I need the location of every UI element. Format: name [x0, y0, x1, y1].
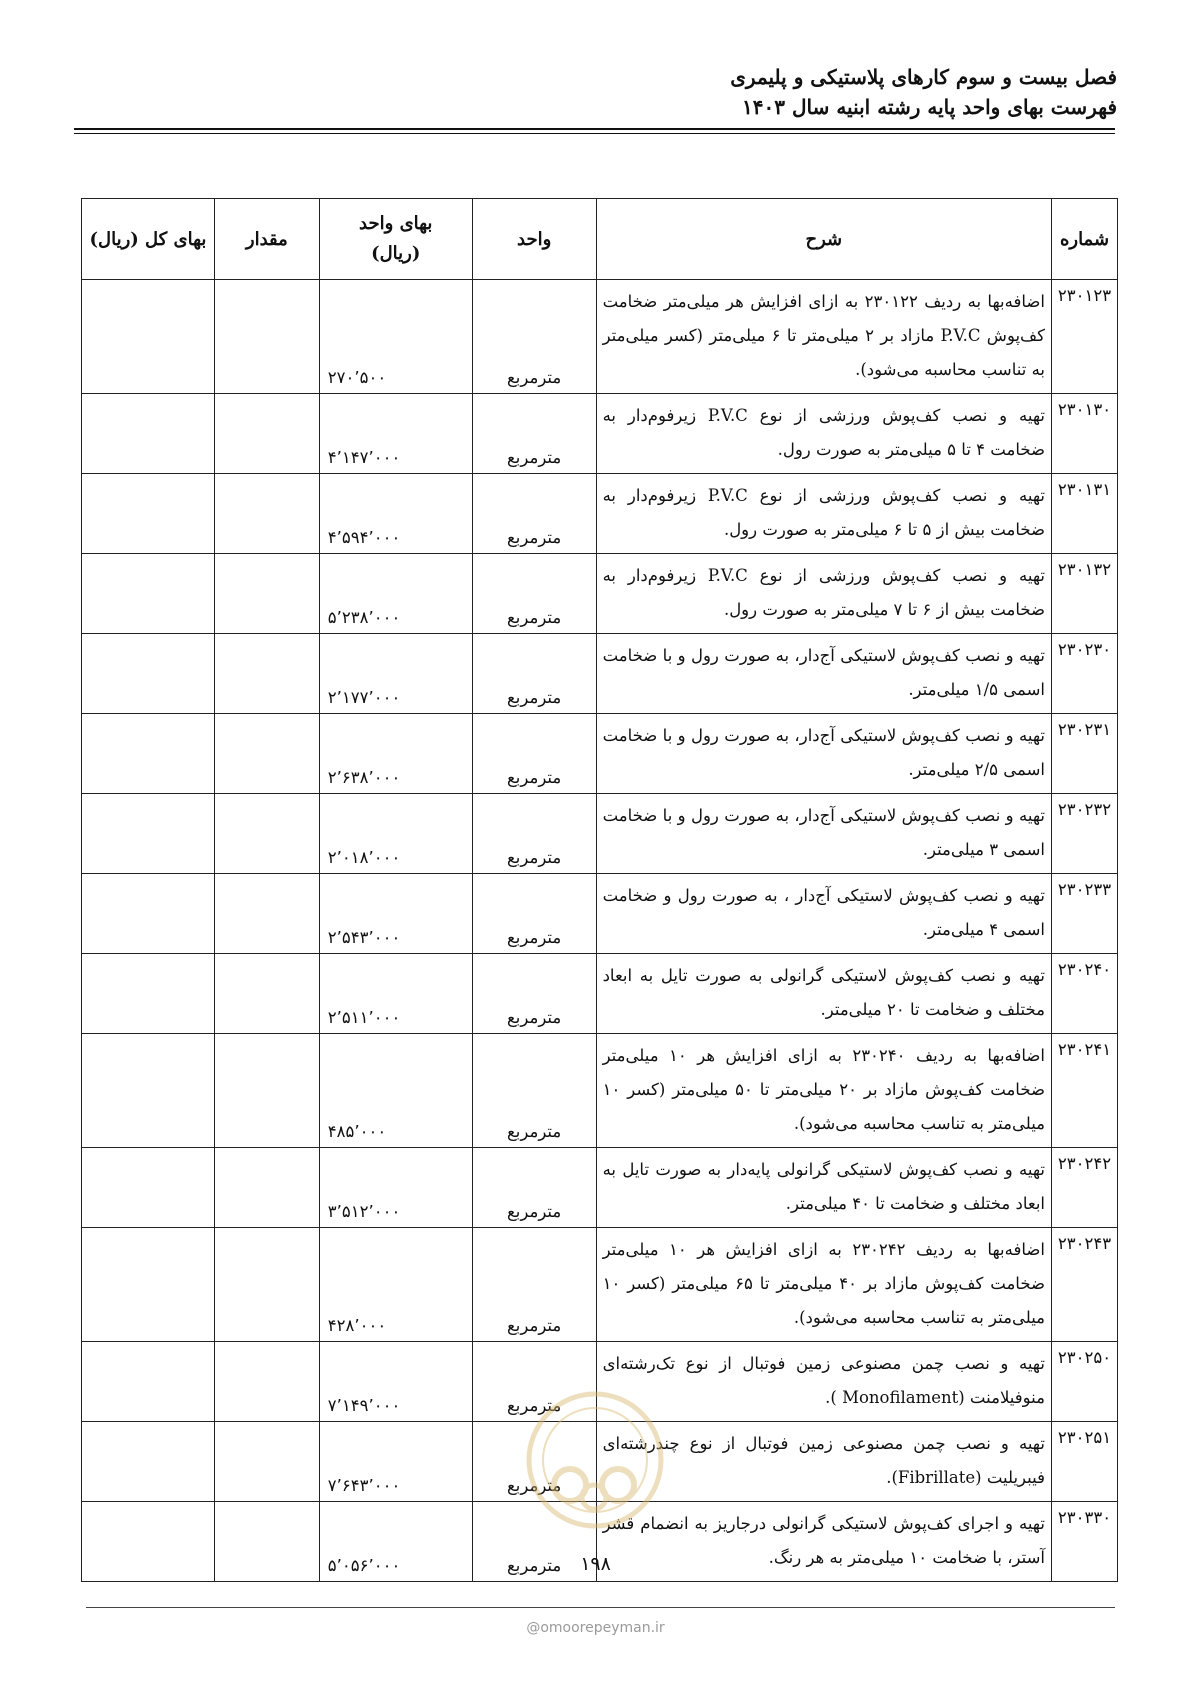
table-row [82, 794, 1118, 874]
row-unit-price: ۴٬۵۹۴٬۰۰۰ [319, 474, 472, 554]
row-quantity [214, 1148, 319, 1228]
row-unit-price: ۵٬۲۳۸٬۰۰۰ [319, 554, 472, 634]
table-row [82, 1034, 1118, 1148]
table-row [82, 714, 1118, 794]
row-number: ۲۳۰۱۳۱ [1052, 474, 1118, 554]
row-unit-price: ۳٬۵۱۲٬۰۰۰ [319, 1148, 472, 1228]
row-number: ۲۳۰۲۴۳ [1052, 1228, 1118, 1342]
row-description: تهیه و نصب کف‌پوش ورزشی از نوع P.V.C زیرفوم‌دار به ضخامت بیش از ۵ تا ۶ میلی‌متر به صورت رول. [596, 474, 1051, 554]
row-quantity [214, 714, 319, 794]
row-number: ۲۳۰۲۳۳ [1052, 874, 1118, 954]
table-row [82, 394, 1118, 474]
row-total-price [82, 954, 215, 1034]
col-header-quantity: مقدار [214, 199, 319, 280]
row-quantity [214, 280, 319, 394]
row-unit: مترمربع [472, 634, 596, 714]
row-description: اضافه‌بها به ردیف ۲۳۰۲۴۲ به ازای افزایش هر ۱۰ میلی‌متر ضخامت کف‌پوش مازاد بر ۴۰ میلی‌متر تا ۶۵ میلی‌متر (کسر ۱۰ میلی‌متر به تناسب محاسبه می‌شود). [596, 1228, 1051, 1342]
col-header-unit-price: بهای واحد (ریال) [319, 199, 472, 280]
row-quantity [214, 1422, 319, 1502]
row-unit: مترمربع [472, 954, 596, 1034]
row-number: ۲۳۰۲۳۱ [1052, 714, 1118, 794]
col-header-number: شماره [1052, 199, 1118, 280]
row-quantity [214, 474, 319, 554]
row-description: تهیه و نصب کف‌پوش لاستیکی گرانولی پایه‌دار به صورت تایل به ابعاد مختلف و ضخامت تا ۴۰ میلی‌متر. [596, 1148, 1051, 1228]
row-description: تهیه و نصب چمن مصنوعی زمین فوتبال از نوع تک‌رشته‌ای منوفیلامنت (Monofilament ). [596, 1342, 1051, 1422]
table-row [82, 1148, 1118, 1228]
row-unit: مترمربع [472, 1034, 596, 1148]
row-unit: مترمربع [472, 1422, 596, 1502]
row-quantity [214, 1034, 319, 1148]
row-description: تهیه و اجرای کف‌پوش لاستیکی گرانولی درجاریز به انضمام قشر آستر، با ضخامت ۱۰ میلی‌متر به هر رنگ. [596, 1502, 1051, 1582]
header-rule-thick [74, 128, 1115, 130]
row-quantity [214, 1342, 319, 1422]
price-table [81, 198, 1118, 1582]
row-quantity [214, 634, 319, 714]
row-unit: مترمربع [472, 794, 596, 874]
row-unit: مترمربع [472, 714, 596, 794]
row-total-price [82, 874, 215, 954]
website-url: @omoorepeyman.ir [526, 1620, 665, 1636]
row-number: ۲۳۰۱۳۰ [1052, 394, 1118, 474]
row-unit-price: ۷٬۱۴۹٬۰۰۰ [319, 1342, 472, 1422]
row-unit-price: ۲٬۵۱۱٬۰۰۰ [319, 954, 472, 1034]
row-unit-price: ۴۲۸٬۰۰۰ [319, 1228, 472, 1342]
row-total-price [82, 794, 215, 874]
watermark-logo [510, 1385, 680, 1535]
row-number: ۲۳۰۲۵۰ [1052, 1342, 1118, 1422]
row-number: ۲۳۰۲۵۱ [1052, 1422, 1118, 1502]
row-total-price [82, 1342, 215, 1422]
page-number: ۱۹۸ [580, 1553, 611, 1575]
col-header-total-price: بهای کل (ریال) [82, 199, 215, 280]
table-row [82, 874, 1118, 954]
row-description: تهیه و نصب کف‌پوش لاستیکی گرانولی به صورت تایل به ابعاد مختلف و ضخامت تا ۲۰ میلی‌متر. [596, 954, 1051, 1034]
row-unit: مترمربع [472, 1228, 596, 1342]
chapter-title: فصل بیست و سوم کارهای پلاستیکی و پلیمری [730, 65, 1117, 89]
row-unit-price: ۵٬۰۵۶٬۰۰۰ [319, 1502, 472, 1582]
row-description: تهیه و نصب کف‌پوش ورزشی از نوع P.V.C زیرفوم‌دار به ضخامت بیش از ۶ تا ۷ میلی‌متر به صورت رول. [596, 554, 1051, 634]
row-quantity [214, 554, 319, 634]
row-description: تهیه و نصب کف‌پوش لاستیکی آج‌دار ، به صورت رول و ضخامت اسمی ۴ میلی‌متر. [596, 874, 1051, 954]
row-unit: مترمربع [472, 394, 596, 474]
row-number: ۲۳۰۳۳۰ [1052, 1502, 1118, 1582]
row-total-price [82, 1422, 215, 1502]
row-description: تهیه و نصب کف‌پوش ورزشی از نوع P.V.C زیرفوم‌دار به ضخامت ۴ تا ۵ میلی‌متر به صورت رول. [596, 394, 1051, 474]
header-rule-thin [74, 133, 1115, 134]
table-row [82, 474, 1118, 554]
row-total-price [82, 714, 215, 794]
row-total-price [82, 1148, 215, 1228]
row-unit-price: ۴٬۱۴۷٬۰۰۰ [319, 394, 472, 474]
row-unit: مترمربع [472, 874, 596, 954]
row-unit-price: ۲٬۶۳۸٬۰۰۰ [319, 714, 472, 794]
row-total-price [82, 1228, 215, 1342]
row-number: ۲۳۰۱۲۳ [1052, 280, 1118, 394]
row-unit-price: ۴۸۵٬۰۰۰ [319, 1034, 472, 1148]
row-number: ۲۳۰۲۳۰ [1052, 634, 1118, 714]
row-unit-price: ۲۷۰٬۵۰۰ [319, 280, 472, 394]
row-number: ۲۳۰۱۳۲ [1052, 554, 1118, 634]
row-unit: مترمربع [472, 1342, 596, 1422]
row-total-price [82, 1034, 215, 1148]
row-total-price [82, 474, 215, 554]
footer-rule [86, 1607, 1115, 1608]
table-row [82, 954, 1118, 1034]
row-unit: مترمربع [472, 474, 596, 554]
row-total-price [82, 280, 215, 394]
row-total-price [82, 634, 215, 714]
col-header-description: شرح [596, 199, 1051, 280]
row-quantity [214, 874, 319, 954]
table-row [82, 634, 1118, 714]
row-number: ۲۳۰۲۴۰ [1052, 954, 1118, 1034]
row-description: تهیه و نصب کف‌پوش لاستیکی آج‌دار، به صورت رول و با ضخامت اسمی ۱/۵ میلی‌متر. [596, 634, 1051, 714]
row-total-price [82, 394, 215, 474]
row-quantity [214, 794, 319, 874]
page-header [730, 62, 1117, 122]
row-unit: مترمربع [472, 554, 596, 634]
row-quantity [214, 1228, 319, 1342]
row-unit-price: ۲٬۱۷۷٬۰۰۰ [319, 634, 472, 714]
document-title: فهرست بهای واحد پایه رشته ابنیه سال ۱۴۰۳ [742, 95, 1117, 119]
row-unit: مترمربع [472, 280, 596, 394]
row-quantity [214, 394, 319, 474]
row-total-price [82, 554, 215, 634]
row-unit-price: ۲٬۵۴۳٬۰۰۰ [319, 874, 472, 954]
row-quantity [214, 954, 319, 1034]
row-number: ۲۳۰۲۳۲ [1052, 794, 1118, 874]
table-header-row [82, 199, 1118, 280]
table-row [82, 280, 1118, 394]
row-number: ۲۳۰۲۴۱ [1052, 1034, 1118, 1148]
col-header-unit: واحد [472, 199, 596, 280]
row-description: اضافه‌بها به ردیف ۲۳۰۱۲۲ به ازای افزایش هر میلی‌متر ضخامت کف‌پوش P.V.C مازاد بر ۲ میلی‌متر تا ۶ میلی‌متر (کسر میلی‌متر به تناسب محاسبه می‌شود). [596, 280, 1051, 394]
row-unit-price: ۷٬۶۴۳٬۰۰۰ [319, 1422, 472, 1502]
row-unit: مترمربع [472, 1502, 596, 1582]
row-description: تهیه و نصب چمن مصنوعی زمین فوتبال از نوع چندرشته‌ای فیبریلیت (Fibrillate). [596, 1422, 1051, 1502]
row-description: تهیه و نصب کف‌پوش لاستیکی آج‌دار، به صورت رول و با ضخامت اسمی ۲/۵ میلی‌متر. [596, 714, 1051, 794]
table-row [82, 1228, 1118, 1342]
row-number: ۲۳۰۲۴۲ [1052, 1148, 1118, 1228]
row-description: تهیه و نصب کف‌پوش لاستیکی آج‌دار، به صورت رول و با ضخامت اسمی ۳ میلی‌متر. [596, 794, 1051, 874]
row-unit-price: ۲٬۰۱۸٬۰۰۰ [319, 794, 472, 874]
table-row [82, 554, 1118, 634]
row-unit: مترمربع [472, 1148, 596, 1228]
row-description: اضافه‌بها به ردیف ۲۳۰۲۴۰ به ازای افزایش هر ۱۰ میلی‌متر ضخامت کف‌پوش مازاد بر ۲۰ میلی‌متر تا ۵۰ میلی‌متر (کسر ۱۰ میلی‌متر به تناسب محاسبه می‌شود). [596, 1034, 1051, 1148]
